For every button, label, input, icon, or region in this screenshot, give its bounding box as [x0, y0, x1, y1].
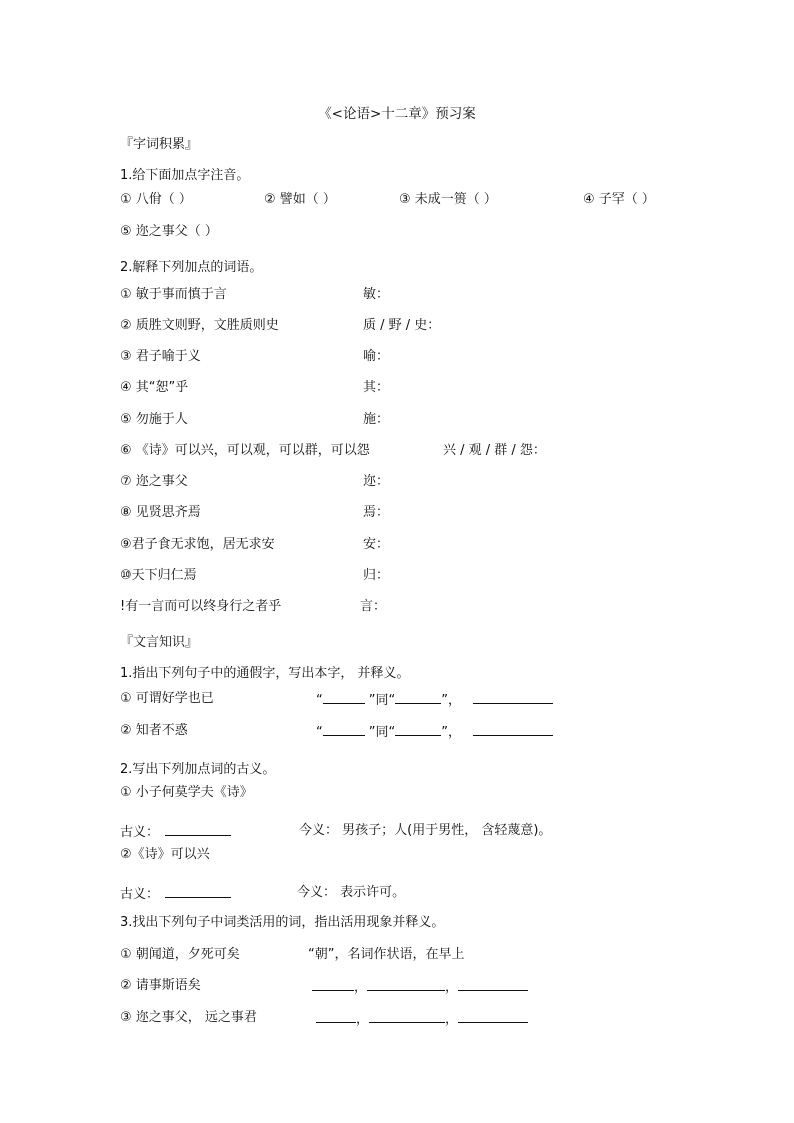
explain-row-right: 归： — [363, 568, 390, 583]
word-class-sentence-2: ② 请事斯语矣 — [120, 978, 201, 993]
explain-row-left: ② 质胜文则野，文胜质则史 — [120, 318, 279, 333]
modern-meaning-2: 今义： 表示许可。 — [297, 885, 406, 900]
quote-close: ”， — [441, 693, 461, 708]
blank-line[interactable] — [458, 978, 528, 991]
pinyin-item-5: ⑤ 迩之事父（ ） — [120, 224, 218, 239]
blank-line[interactable] — [395, 691, 441, 704]
explain-row-right: 质 / 野 / 史： — [363, 318, 441, 333]
ancient-gu-row-2 — [120, 885, 231, 903]
explain-row-right: 敏： — [363, 287, 390, 302]
section-heading-vocab: 『字词积累』 — [120, 137, 199, 152]
explain-row-left: ⑥ 《诗》可以兴，可以观，可以群，可以怨 — [120, 443, 370, 458]
explain-row-left: ⑨君子食无求饱，居无求安 — [120, 537, 275, 552]
explain-row-left: ③ 君子喻于义 — [120, 349, 201, 364]
explain-row-right: 迩： — [363, 474, 390, 489]
explain-row-right: 喻： — [363, 349, 390, 364]
explain-row-left: !有一言而可以终身行之者乎 — [120, 599, 282, 614]
gu-label: 古义： — [120, 825, 160, 840]
gu-label: 古义： — [120, 887, 160, 902]
tongjia-prompt: 1.指出下列句子中的通假字，写出本字， 并释义。 — [120, 666, 410, 681]
blank-line[interactable] — [473, 691, 553, 704]
explain-row-left: ⑦ 迩之事父 — [120, 474, 188, 489]
question-2-prompt: 2.解释下列加点的词语。 — [120, 260, 263, 275]
tongjia-answer-2 — [316, 723, 553, 741]
word-class-example-answer: “朝”，名词作状语，在早上 — [308, 947, 465, 962]
blank-line[interactable] — [323, 723, 365, 736]
explain-row-right: 其： — [363, 380, 390, 395]
ancient-gu-row-1 — [120, 823, 231, 841]
word-class-answer-3 — [316, 1010, 528, 1028]
explain-row-right: 安： — [363, 537, 390, 552]
same-as-text: ”同“ — [368, 693, 396, 708]
blank-line[interactable] — [165, 823, 231, 836]
blank-line[interactable] — [458, 1010, 528, 1023]
blank-line[interactable] — [473, 723, 553, 736]
blank-line[interactable] — [369, 1010, 445, 1023]
ancient-item-2: ②《诗》可以兴 — [120, 847, 210, 862]
quote-close: ”， — [441, 725, 461, 740]
blank-line[interactable] — [395, 723, 441, 736]
explain-row-left: ④ 其“恕”乎 — [120, 380, 189, 395]
blank-line[interactable] — [312, 978, 354, 991]
tongjia-sentence-1: ① 可谓好学也已 — [120, 691, 214, 706]
pinyin-item-4: ④ 子罕（ ） — [583, 192, 655, 207]
word-class-sentence-3: ③ 迩之事父， 远之事君 — [120, 1010, 257, 1025]
quote-open: “ — [316, 725, 323, 740]
blank-line[interactable] — [367, 978, 445, 991]
comma: ， — [354, 980, 368, 995]
modern-meaning-1: 今义： 男孩子；人(用于男性， 含轻蔑意)。 — [299, 823, 552, 838]
page-title: 《<论语>十二章》预习案 — [318, 106, 476, 122]
explain-row-left: ⑤ 勿施于人 — [120, 412, 188, 427]
pinyin-item-3: ③ 未成一篑（ ） — [399, 192, 497, 207]
comma: ， — [445, 1012, 459, 1027]
section-heading-classical: 『文言知识』 — [120, 635, 199, 650]
comma: ， — [356, 1012, 370, 1027]
question-1-prompt: 1.给下面加点字注音。 — [120, 168, 250, 183]
ancient-meaning-prompt: 2.写出下列加点词的古义。 — [120, 762, 276, 777]
pinyin-item-2: ② 譬如（ ） — [264, 192, 336, 207]
explain-row-right: 焉： — [363, 505, 390, 520]
word-class-prompt: 3.找出下列句子中词类活用的词，指出活用现象并释义。 — [120, 915, 445, 930]
explain-row-right: 兴 / 观 / 群 / 怨： — [443, 443, 546, 458]
pinyin-item-1: ① 八佾（ ） — [120, 192, 192, 207]
ancient-item-1: ① 小子何莫学夫《诗》 — [120, 785, 253, 800]
word-class-answer-2 — [312, 978, 528, 996]
explain-row-left: ① 敏于事而慎于言 — [120, 287, 227, 302]
tongjia-sentence-2: ② 知者不惑 — [120, 723, 188, 738]
word-class-sentence-1: ① 朝闻道，夕死可矣 — [120, 947, 240, 962]
tongjia-answer-1 — [316, 691, 553, 709]
comma: ， — [445, 980, 459, 995]
explain-row-left: ⑧ 见贤思齐焉 — [120, 505, 201, 520]
explain-row-right: 言： — [360, 599, 387, 614]
blank-line[interactable] — [165, 885, 231, 898]
blank-line[interactable] — [316, 1010, 356, 1023]
quote-open: “ — [316, 693, 323, 708]
explain-row-right: 施： — [363, 412, 390, 427]
explain-row-left: ⑩天下归仁焉 — [120, 568, 197, 583]
same-as-text: ”同“ — [368, 725, 396, 740]
blank-line[interactable] — [323, 691, 365, 704]
